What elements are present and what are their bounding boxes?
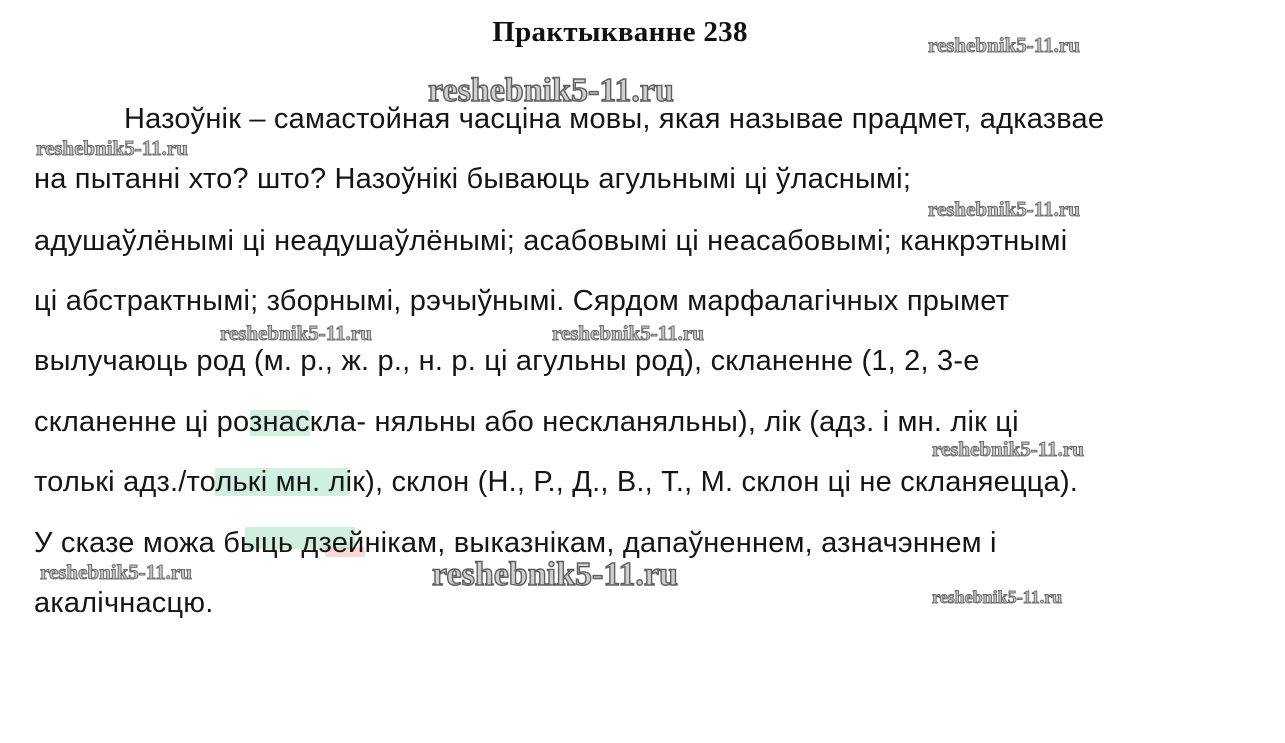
- watermark: reshebnik5-11.ru: [552, 321, 704, 345]
- watermark: reshebnik5-11.ru: [220, 321, 372, 345]
- watermark: reshebnik5-11.ru: [932, 587, 1063, 607]
- paragraph-line: акалічнасцю.: [34, 587, 214, 619]
- paragraph-line: на пытанні хто? што? Назоўнікі бываюць агульнымі ці ўласнымі;: [34, 163, 912, 195]
- paragraph-line: вылучаюць род (м. р., ж. р., н. р. ці агульны род), скланенне (1, 2, 3-е: [34, 345, 980, 377]
- watermark: reshebnik5-11.ru: [40, 560, 192, 584]
- paragraph-line: адушаўлёнымі ці неадушаўлёнымі; асабовымі ці неасабовымі; канкрэтнымі: [34, 225, 1068, 257]
- page-title: Практыкванне 238: [492, 16, 748, 48]
- paragraph-line: Назоўнік – самастойная часціна мовы, якая называе прадмет, адказвае: [124, 103, 1105, 135]
- watermark: reshebnik5-11.ru: [428, 72, 674, 109]
- watermark: reshebnik5-11.ru: [36, 136, 188, 160]
- paragraph-line: У сказе можа быць дзейнікам, выказнікам, дапаўненнем, азначэннем і: [34, 527, 997, 559]
- paragraph-line: скланенне ці рознаскла- няльны або нескланяльны), лік (адз. і мн. лік ці: [34, 406, 1019, 438]
- paragraph-line: толькі адз./толькі мн. лік), склон (Н., Р., Д., В., Т., М. склон ці не скланяецца).: [34, 466, 1079, 498]
- watermark: reshebnik5-11.ru: [932, 437, 1084, 461]
- watermark: reshebnik5-11.ru: [432, 556, 678, 593]
- watermark: reshebnik5-11.ru: [928, 197, 1080, 221]
- paragraph-line: ці абстрактнымі; зборнымі, рэчыўнымі. Сярдом марфалагічных прымет: [34, 285, 1010, 317]
- watermark: reshebnik5-11.ru: [928, 33, 1080, 57]
